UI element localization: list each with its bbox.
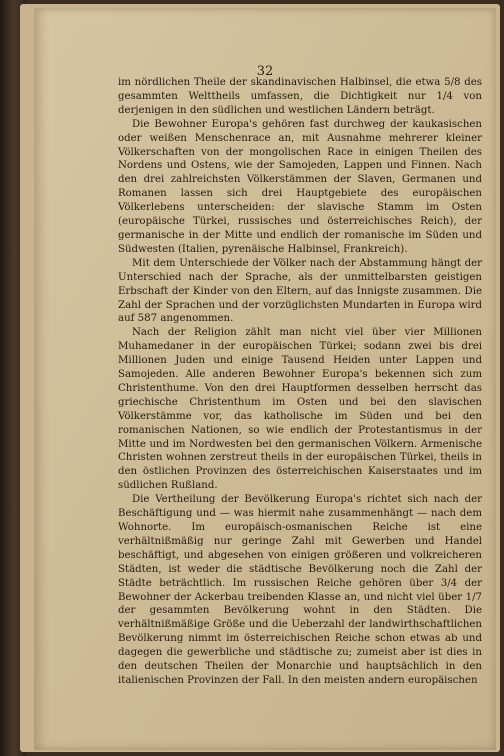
- paragraph-2: Die Bewohner Europa's gehören fast durchweg der kaukasischen oder weißen Menschenrace an, mit Ausnahme mehrerer kleiner Völkerschaften von der mongolischen Race in einigen Theilen des Nordens und Ostens, wie der Samojeden, Lappen und Finnen. Nach den drei zahlreichsten Völkerstämmen der Slaven, Germanen und Romanen lassen sich drei Hauptgebiete des europäischen Völkerlebens unterscheiden: der slavische Stamm im Osten (europäische Türkei, russisches und österreichisches Reich), der germanische in der Mitte und endlich der romanische im Süden und Südwesten (Italien, pyrenäische Halbinsel, Frankreich).: [118, 118, 482, 255]
- page-number: 32: [256, 64, 274, 79]
- paragraph-3: Mit dem Unterschiede der Völker nach der Abstammung hängt der Unterschied nach der Sprache, als der unmittelbarsten geistigen Erbschaft der Kinder von den Eltern, auf das Innigste zusammen. Die Zahl der Sprachen und der vorzüglichsten Mundarten in Europa wird auf 587 angenommen.: [118, 257, 482, 325]
- paragraph-1: im nördlichen Theile der skandinavischen Halbinsel, die etwa 5/8 des gesammten Welttheils umfassen, die Dichtigkeit nur 1/4 von derjenigen in den südlichen und westlichen Ländern beträgt.: [118, 77, 482, 116]
- body-text: [118, 76, 482, 688]
- paragraph-5: Die Vertheilung der Bevölkerung Europa's richtet sich nach der Beschäftigung und — was hiermit nahe zusammenhängt — nach dem Wohnorte. Im europäisch-osmanischen Reiche ist eine verhältnißmäßig nur geringe Zahl mit Gewerben und Handel beschäftigt, und abgesehen von einigen größeren und volkreicheren Städten, ist weder die städtische Bevölkerung noch die Zahl der Städte beträchtlich. Im russischen Reiche gehören über 3/4 der Bewohner der Ackerbau treibenden Klasse an, und nicht viel über 1/7 der gesammten Bevölkerung wohnt in den Städten. Die verhältnißmäßige Größe und die Ueberzahl der landwirthschaftlichen Bevölkerung nimmt im österreichischen Reiche schon etwas ab und dagegen die gewerbliche und städtische zu; zumeist aber ist dies in den deutschen Theilen der Monarchie und hauptsächlich in den italienischen Provinzen der Fall. In den meisten andern europäischen: [118, 494, 482, 686]
- paragraph-4: Nach der Religion zählt man nicht viel über vier Millionen Muhamedaner in der europäischen Türkei; sodann zwei bis drei Millionen Juden und einige Tausend Heiden unter Lappen und Samojeden. Alle anderen Bewohner Europa's bekennen sich zum Christenthume. Von den drei Hauptformen desselben herrscht das griechische Christenthum im Osten und bei den slavischen Völkerstämme vor, das katholische im Süden und bei den romanischen Nationen, so wie endlich der Protestantismus in der Mitte und im Nordwesten bei den germanischen Völkern. Armenische Christen wohnen zerstreut theils in der europäischen Türkei, theils in den östlichen Provinzen des österreichischen Kaiserstaates und im südlichen Rußland.: [118, 327, 482, 492]
